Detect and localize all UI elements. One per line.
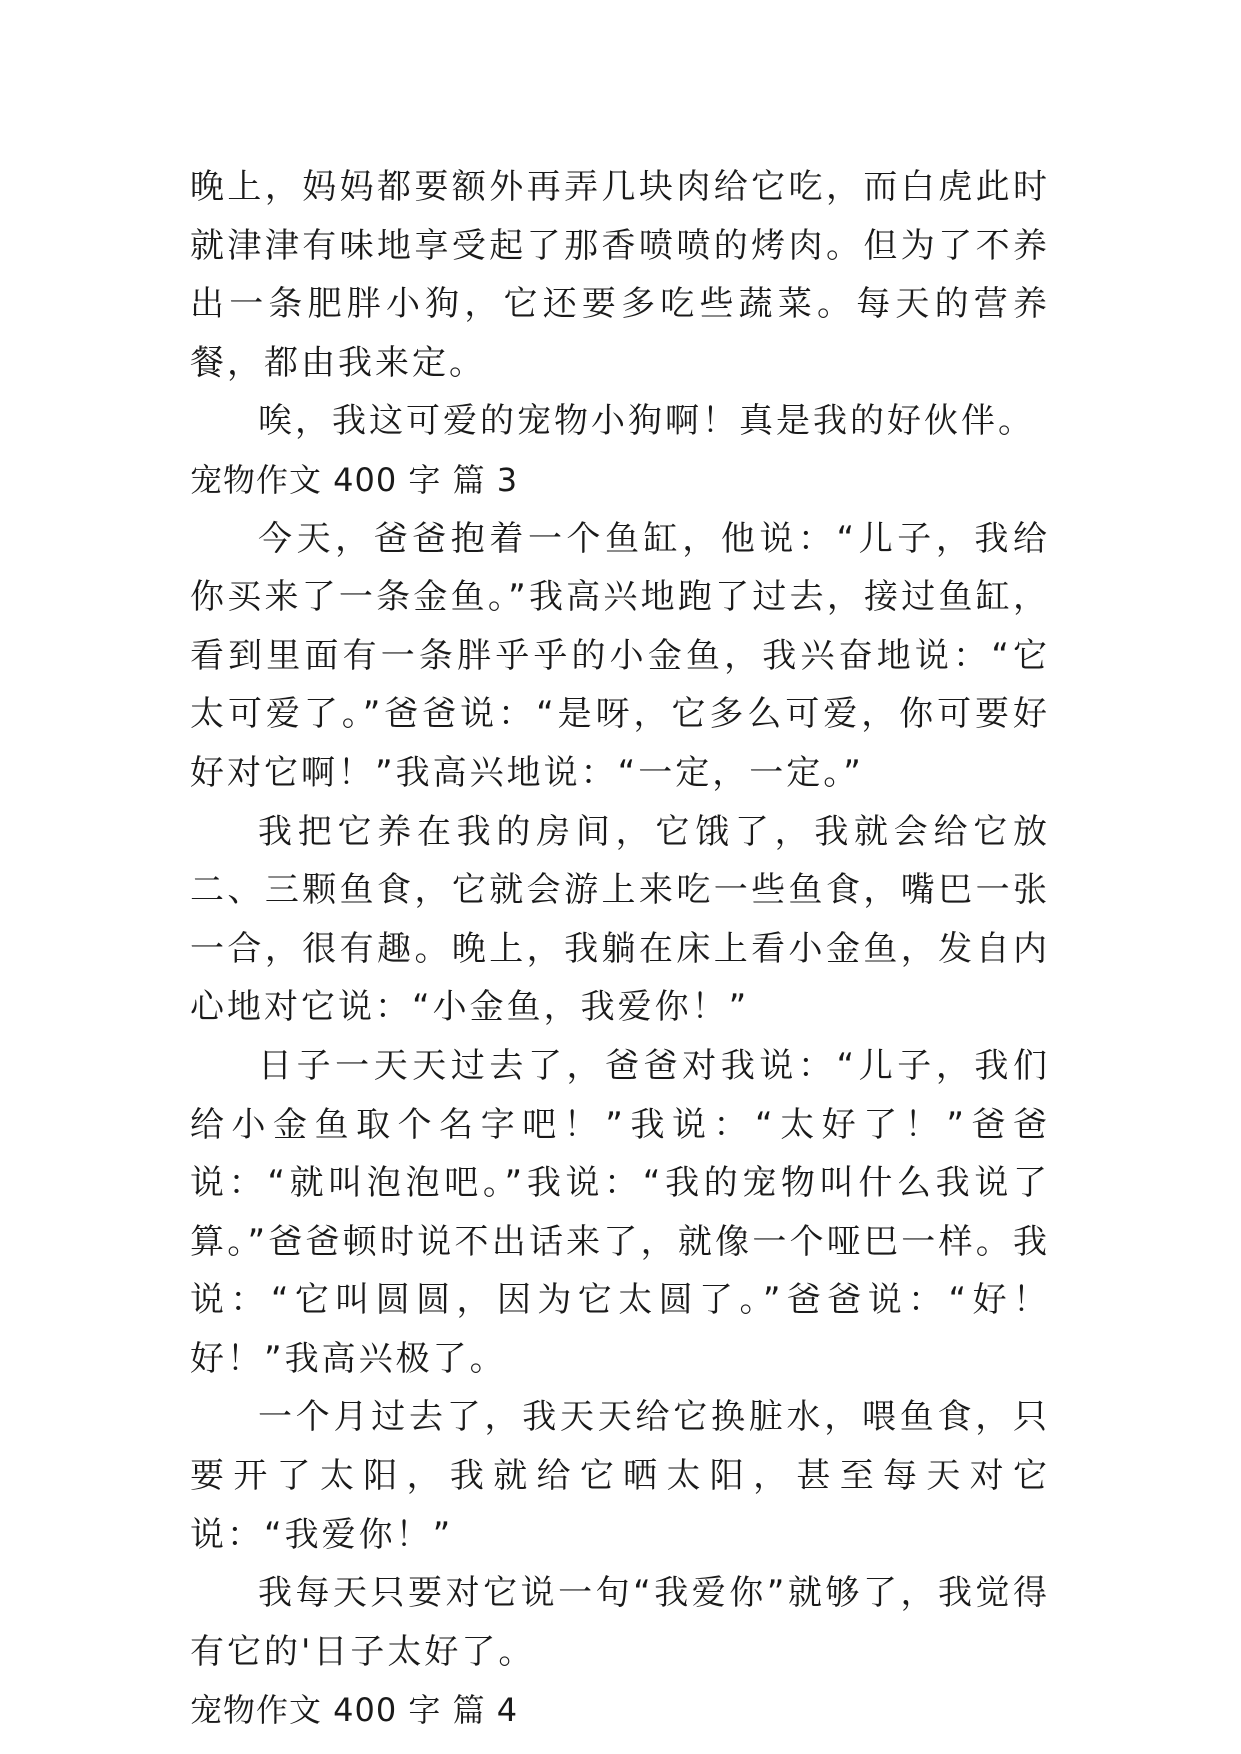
body-paragraph: 晚上，妈妈都要额外再弄几块肉给它吃，而白虎此时就津津有味地享受起了那香喷喷的烤肉。但为了不养出一条肥胖小狗，它还要多吃些蔬菜。每天的营养餐，都由我来定。 bbox=[190, 167, 1050, 383]
section-heading: 宠物作文 400 字 篇 3 bbox=[190, 460, 519, 499]
body-paragraph: 今天，爸爸抱着一个鱼缸，他说：“儿子，我给你买来了一条金鱼。”我高兴地跑了过去，接过鱼缸，看到里面有一条胖乎乎的小金鱼，我兴奋地说：“它太可爱了。”爸爸说：“是呀，它多么可爱，你可要好好对它啊！”我高兴地说：“一定，一定。” bbox=[190, 518, 1050, 793]
body-paragraph: 我每天只要对它说一句“我爱你”就够了，我觉得有它的'日子太好了。 bbox=[190, 1573, 1050, 1672]
document-body bbox=[190, 158, 1050, 1740]
section-heading: 宠物作文 400 字 篇 4 bbox=[190, 1691, 519, 1730]
body-paragraph: 我把它养在我的房间，它饿了，我就会给它放二、三颗鱼食，它就会游上来吃一些鱼食，嘴巴一张一合，很有趣。晚上，我躺在床上看小金鱼，发自内心地对它说：“小金鱼，我爱你！” bbox=[190, 811, 1050, 1028]
body-paragraph: 一个月过去了，我天天给它换脏水，喂鱼食，只要开了太阳，我就给它晒太阳，甚至每天对它说：“我爱你！” bbox=[190, 1397, 1050, 1555]
body-paragraph: 日子一天天过去了，爸爸对我说：“儿子，我们给小金鱼取个名字吧！”我说：“太好了！”爸爸说：“就叫泡泡吧。”我说：“我的宠物叫什么我说了算。”爸爸顿时说不出话来了，就像一个哑巴一样。我说：“它叫圆圆，因为它太圆了。”爸爸说：“好！好！”我高兴极了。 bbox=[190, 1045, 1050, 1379]
body-paragraph: 唉，我这可爱的宠物小狗啊！真是我的好伙伴。 bbox=[258, 401, 1035, 442]
